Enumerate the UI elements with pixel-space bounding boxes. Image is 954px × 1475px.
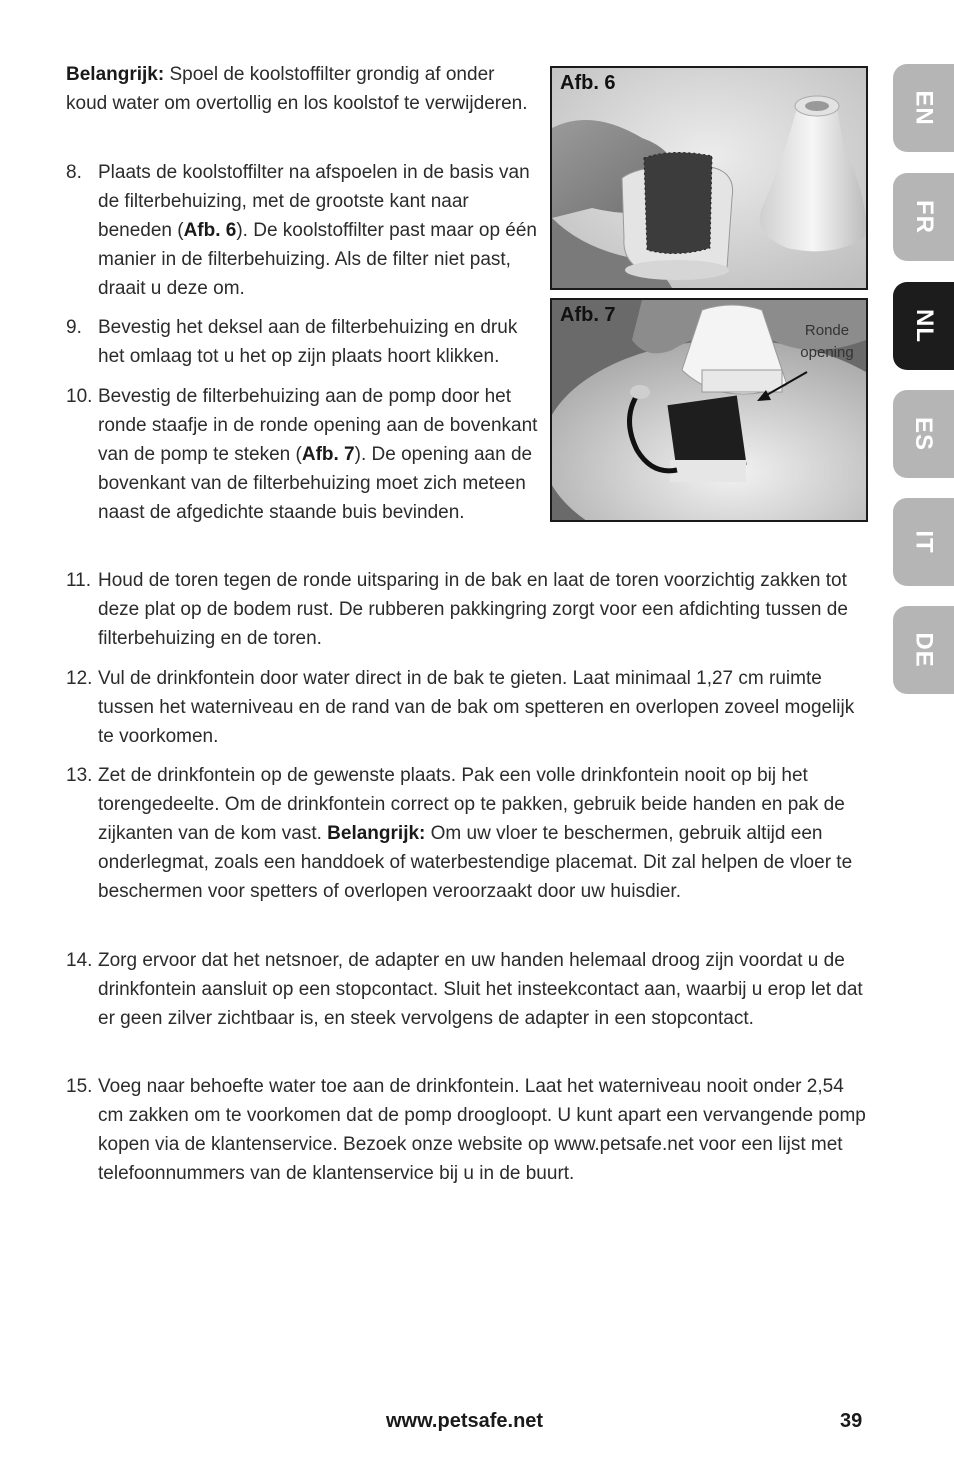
important-label: Belangrijk:: [327, 823, 426, 844]
step-text: ). De koolstoffilter past maar op één manier in de filterbehuizing. Als de filter niet past, draait u deze om.: [98, 220, 537, 299]
language-tab-label: NL: [910, 309, 938, 343]
language-tab-de[interactable]: [893, 606, 954, 694]
step-9: [66, 313, 546, 371]
step-text: Zet de drinkfontein op de gewenste plaats. Pak een volle drinkfontein nooit op bij het torengedeelte. Om de drinkfontein correct op te pakken, gebruik beide handen en pak de zijkanten van de kom vast.: [98, 765, 845, 844]
intro-text: Spoel de koolstoffilter grondig af onder koud water om overtollig en los koolstof te verwijderen.: [66, 64, 528, 114]
figure-7-label: Afb. 7: [560, 304, 616, 326]
step-12: [66, 664, 856, 751]
step-text: Plaats de koolstoffilter na afspoelen in de basis van de filterbehuizing, met de grootste kant naar beneden (: [98, 162, 530, 241]
page-number: 39: [840, 1410, 863, 1432]
step-13: [66, 761, 866, 906]
step-number: 15.: [66, 1076, 93, 1097]
callout-line-2: opening: [800, 344, 854, 361]
language-tab-en[interactable]: [893, 64, 954, 152]
figure-6-photo: [552, 68, 866, 288]
step-10: [66, 382, 546, 527]
step-text: ). De opening aan de bovenkant van de filterbehuizing moet zich meteen naast de afgedichte staande buis bevinden.: [98, 444, 533, 523]
footer-url[interactable]: www.petsafe.net: [386, 1410, 544, 1432]
step-number: 14.: [66, 950, 93, 971]
step-8: [66, 158, 546, 303]
figure-ref: Afb. 7: [301, 444, 355, 465]
language-tab-nl[interactable]: [893, 282, 954, 370]
intro-paragraph: [66, 60, 536, 118]
step-number: 11.: [66, 570, 92, 591]
step-number: 8.: [66, 162, 82, 183]
step-number: 10.: [66, 386, 93, 407]
step-text: Bevestig de filterbehuizing aan de pomp door het ronde staafje in de ronde opening aan de bovenkant van de pomp te steken (: [98, 386, 538, 465]
language-tab-label: EN: [910, 90, 938, 126]
step-15: [66, 1072, 866, 1188]
language-tab-label: DE: [910, 632, 938, 668]
step-text: Vul de drinkfontein door water direct in de bak te gieten. Laat minimaal 1,27 cm ruimte tussen het waterniveau en de rand van de bak om spetteren en overlopen zoveel mogelijk te voorkomen.: [98, 668, 855, 747]
step-14: [66, 946, 866, 1033]
language-tab-label: FR: [910, 200, 938, 234]
step-11: [66, 566, 866, 653]
step-text: Bevestig het deksel aan de filterbehuizing en druk het omlaag tot u het op zijn plaats hoort klikken.: [98, 317, 518, 367]
step-text: Houd de toren tegen de ronde uitsparing in de bak en laat de toren voorzichtig zakken tot deze plat op de bodem rust. De rubberen pakkingring zorgt voor een afdichting tussen de filterbehuizing en de toren.: [98, 570, 848, 649]
intro-label: Belangrijk:: [66, 64, 165, 85]
figure-6: [550, 66, 868, 290]
step-number: 13.: [66, 765, 93, 786]
step-number: 12.: [66, 668, 93, 689]
language-tab-label: ES: [910, 416, 938, 452]
callout-line-1: Ronde: [804, 322, 850, 339]
language-tab-it[interactable]: [893, 498, 954, 586]
figure-7: [550, 298, 868, 522]
figure-7-callout: [792, 320, 862, 364]
figure-6-label: Afb. 6: [560, 72, 616, 94]
step-text: Voeg naar behoefte water toe aan de drinkfontein. Laat het waterniveau nooit onder 2,54 cm zakken om te voorkomen dat de pomp droogloopt. U kunt apart een vervangende pomp kopen via de klantenservice. Bezoek onze website op www.petsafe.net voor een lijst met telefoonnummers van de klantenservice bij u in de buurt.: [98, 1076, 866, 1184]
language-tab-es[interactable]: [893, 390, 954, 478]
step-text: Zorg ervoor dat het netsnoer, de adapter en uw handen helemaal droog zijn voordat u de drinkfontein aansluit op een stopcontact. Sluit het insteekcontact aan, waarbij u erop let dat er geen zilver zichtbaar is, en steek vervolgens de adapter in een stopcontact.: [98, 950, 863, 1029]
step-number: 9.: [66, 317, 82, 338]
language-tab-label: IT: [910, 530, 938, 554]
step-text: Om uw vloer te beschermen, gebruik altijd een onderlegmat, zoals een handdoek of waterbestendige placemat. Dit zal helpen de vloer te beschermen voor spetters of overlopen veroorzaakt door uw huisdier.: [98, 823, 853, 902]
language-tab-fr[interactable]: [893, 173, 954, 261]
figure-ref: Afb. 6: [183, 220, 237, 241]
